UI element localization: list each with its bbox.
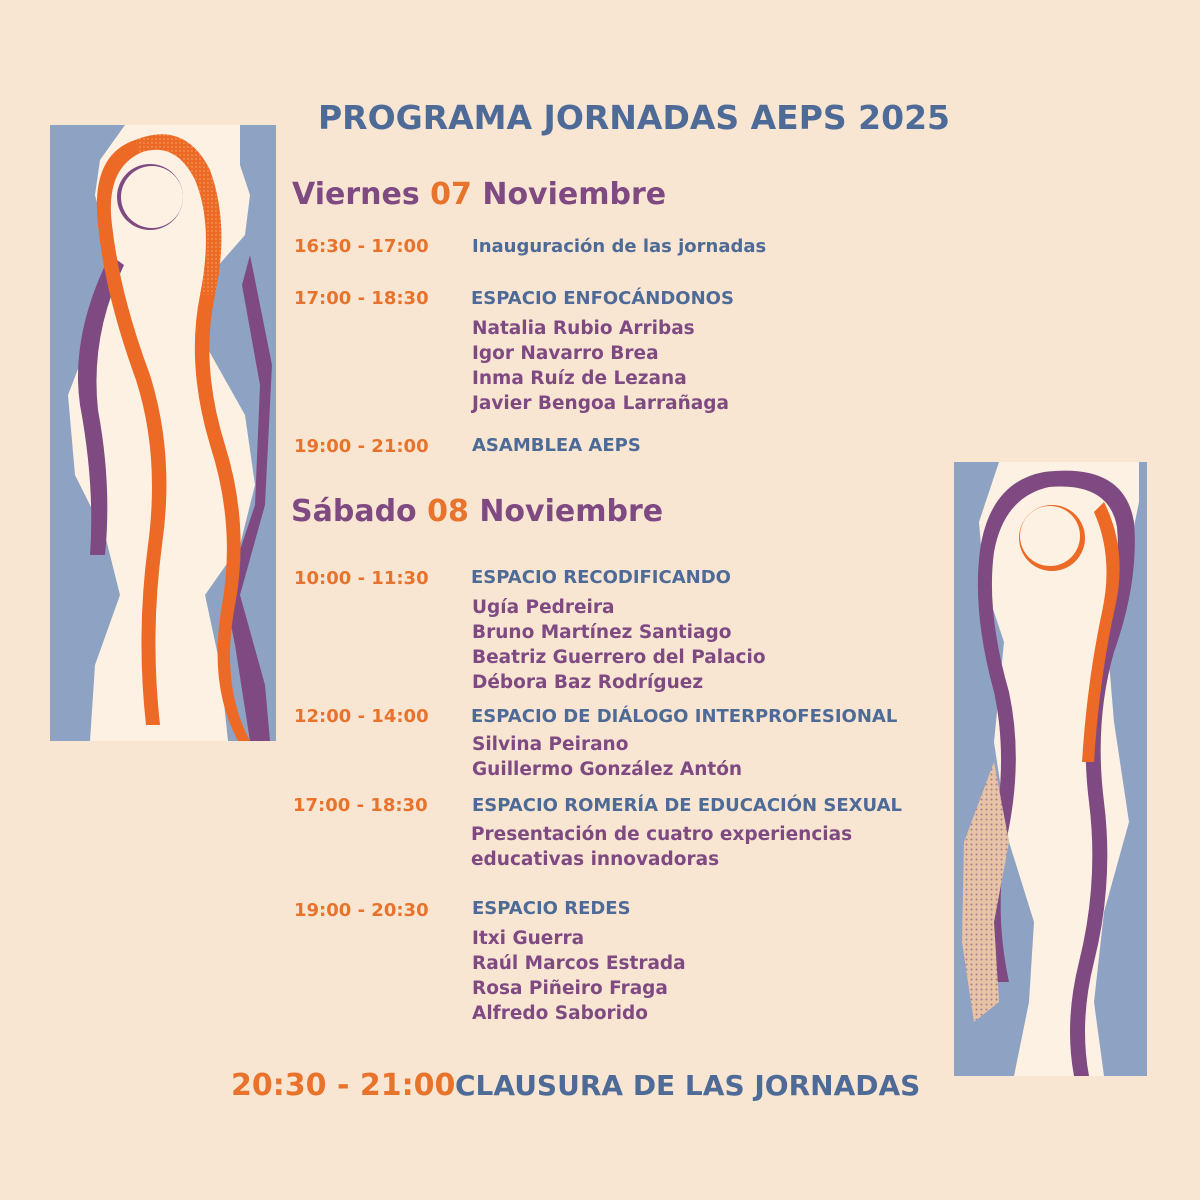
event-label: ESPACIO RECODIFICANDO [471,567,731,588]
speaker-name: Alfredo Saborido [472,1003,648,1024]
speaker-name: Javier Bengoa Larrañaga [472,393,729,414]
description-line: educativas innovadoras [471,849,720,870]
speaker-name: Itxi Guerra [472,928,585,949]
speaker-name: Rosa Piñeiro Fraga [472,978,668,999]
event-time: 12:00 - 14:00 [294,706,429,727]
day-month: Noviembre [482,177,667,212]
event-time: 16:30 - 17:00 [294,236,429,257]
event-label: ASAMBLEA AEPS [472,435,641,456]
event-time: 17:00 - 18:30 [294,288,429,309]
abstract-figure-illustration-left [50,125,276,741]
speaker-name: Beatriz Guerrero del Palacio [472,647,766,668]
speaker-name: Débora Baz Rodríguez [472,672,704,693]
speaker-name: Inma Ruíz de Lezana [472,368,687,389]
event-time: 19:00 - 20:30 [294,900,429,921]
event-label: ESPACIO ROMERÍA DE EDUCACIÓN SEXUAL [472,795,902,816]
speaker-name: Natalia Rubio Arribas [472,318,695,339]
speaker-name: Ugía Pedreira [472,597,615,618]
event-people-list [472,316,729,416]
speaker-name: Raúl Marcos Estrada [472,953,686,974]
speaker-name: Silvina Peirano [472,734,629,755]
description-line: Presentación de cuatro experiencias [471,824,853,845]
day-heading-saturday [291,494,663,529]
event-label: ESPACIO ENFOCÁNDONOS [471,288,734,309]
event-label: ESPACIO DE DIÁLOGO INTERPROFESIONAL [471,706,898,727]
event-people-list [472,595,766,695]
event-time: 17:00 - 18:30 [293,795,428,816]
day-heading-friday [292,177,666,212]
event-time: 19:00 - 21:00 [294,436,429,457]
day-number: 07 [430,177,472,212]
day-month: Noviembre [479,494,664,529]
abstract-figure-illustration-right [954,462,1147,1076]
speaker-name: Guillermo González Antón [472,759,743,780]
event-people-list [472,926,686,1026]
speaker-name: Bruno Martínez Santiago [472,622,732,643]
page-title: PROGRAMA JORNADAS AEPS 2025 [318,98,951,137]
event-people-list [472,732,742,782]
event-description [471,822,852,872]
day-weekday: Sábado [291,494,417,529]
event-label: Inauguración de las jornadas [472,236,767,257]
day-weekday: Viernes [292,177,420,212]
event-label: ESPACIO REDES [472,898,631,919]
day-number: 08 [427,494,469,529]
event-time: 10:00 - 11:30 [294,568,429,589]
speaker-name: Igor Navarro Brea [472,343,659,364]
closing-label: CLAUSURA DE LAS JORNADAS [455,1069,921,1102]
closing-time: 20:30 - 21:00 [231,1068,456,1103]
